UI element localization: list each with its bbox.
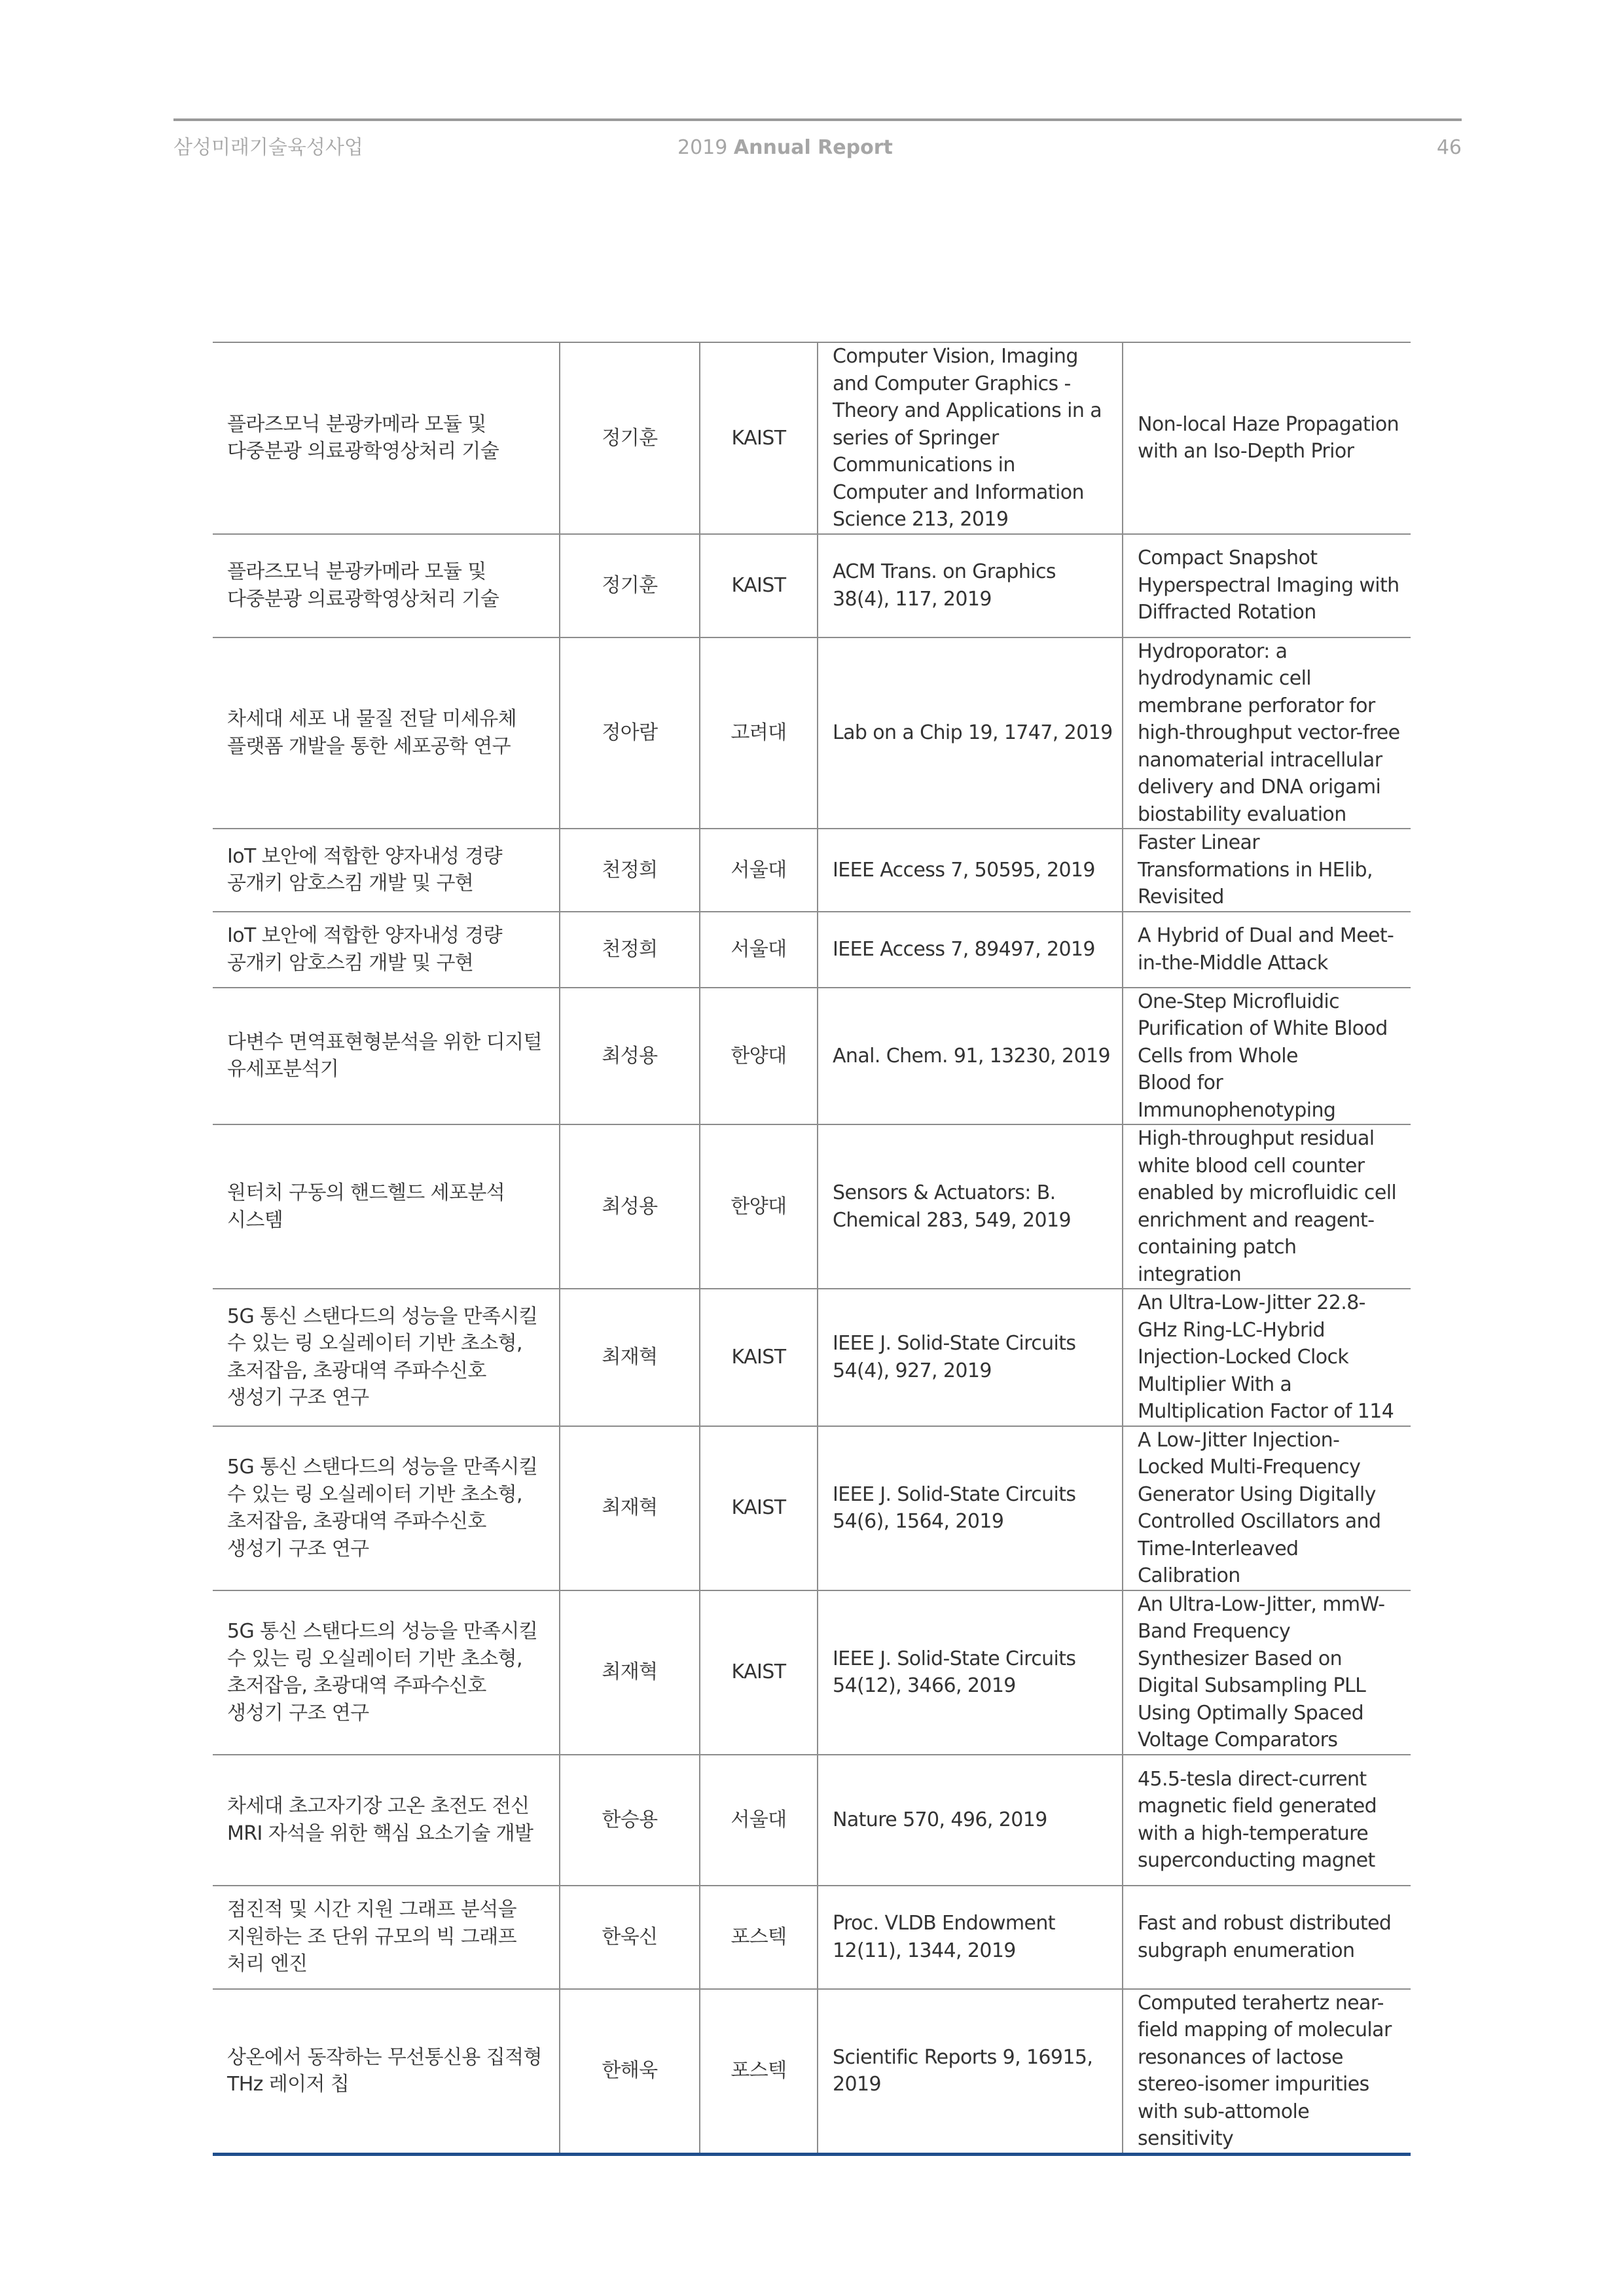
project-cell: 상온에서 동작하는 무선통신용 집적형 THz 레이저 칩: [213, 1989, 560, 2155]
title-cell: Computed terahertz near-field mapping of molecular resonances of lactose stereo-isomer impurities with sub-attomole sensitivity: [1123, 1989, 1411, 2155]
researcher-cell: 최성용: [560, 1124, 700, 1289]
institution-cell: 서울대: [700, 1755, 818, 1886]
report-title: [677, 135, 893, 161]
institution-cell: KAIST: [700, 1590, 818, 1755]
project-cell: 점진적 및 시간 지원 그래프 분석을 지원하는 조 단위 규모의 빅 그래프 처리 엔진: [213, 1886, 560, 1989]
journal-cell: ACM Trans. on Graphics 38(4), 117, 2019: [818, 534, 1123, 637]
journal-cell: IEEE Access 7, 89497, 2019: [818, 912, 1123, 988]
journal-cell: Lab on a Chip 19, 1747, 2019: [818, 637, 1123, 829]
table-row: [213, 1590, 1411, 1755]
report-name: Annual Report: [733, 136, 893, 159]
journal-cell: Sensors & Actuators: B. Chemical 283, 549, 2019: [818, 1124, 1123, 1289]
researcher-cell: 정기훈: [560, 534, 700, 637]
researcher-cell: 천정희: [560, 829, 700, 912]
table-row: [213, 1755, 1411, 1886]
title-cell: An Ultra-Low-Jitter 22.8-GHz Ring-LC-Hybrid Injection-Locked Clock Multiplier With a Multiplication Factor of 114: [1123, 1289, 1411, 1426]
project-cell: IoT 보안에 적합한 양자내성 경량 공개키 암호스킴 개발 및 구현: [213, 912, 560, 988]
title-cell: Fast and robust distributed subgraph enumeration: [1123, 1886, 1411, 1989]
institution-cell: 포스텍: [700, 1989, 818, 2155]
table-row: [213, 534, 1411, 637]
researcher-cell: 최재혁: [560, 1426, 700, 1590]
journal-cell: IEEE Access 7, 50595, 2019: [818, 829, 1123, 912]
project-cell: 5G 통신 스탠다드의 성능을 만족시킬 수 있는 링 오실레이터 기반 초소형, 초저잡음, 초광대역 주파수신호 생성기 구조 연구: [213, 1289, 560, 1426]
journal-cell: Proc. VLDB Endowment 12(11), 1344, 2019: [818, 1886, 1123, 1989]
table-row: [213, 342, 1411, 534]
table-row: [213, 912, 1411, 988]
journal-cell: Computer Vision, Imaging and Computer Graphics - Theory and Applications in a series of Springer Communications in Computer and Information Science 213, 2019: [818, 342, 1123, 534]
institution-cell: 고려대: [700, 637, 818, 829]
project-cell: 플라즈모닉 분광카메라 모듈 및 다중분광 의료광학영상처리 기술: [213, 534, 560, 637]
table-row: [213, 1886, 1411, 1989]
table-row: [213, 1124, 1411, 1289]
project-cell: 다변수 면역표현형분석을 위한 디지털 유세포분석기: [213, 988, 560, 1125]
title-cell: Hydroporator: a hydrodynamic cell membrane perforator for high-throughput vector-free nanomaterial intracellular delivery and DNA origami biostability evaluation: [1123, 637, 1411, 829]
table-row: [213, 988, 1411, 1125]
institution-cell: 포스텍: [700, 1886, 818, 1989]
project-cell: 5G 통신 스탠다드의 성능을 만족시킬 수 있는 링 오실레이터 기반 초소형, 초저잡음, 초광대역 주파수신호 생성기 구조 연구: [213, 1426, 560, 1590]
title-cell: High-throughput residual white blood cell counter enabled by microfluidic cell enrichment and reagent-containing patch integration: [1123, 1124, 1411, 1289]
table-row: [213, 1989, 1411, 2155]
title-cell: One-Step Microfluidic Purification of White Blood Cells from Whole Blood for Immunophenotyping: [1123, 988, 1411, 1125]
title-cell: An Ultra-Low-Jitter, mmW-Band Frequency Synthesizer Based on Digital Subsampling PLL Using Optimally Spaced Voltage Comparators: [1123, 1590, 1411, 1755]
project-cell: 원터치 구동의 핸드헬드 세포분석 시스템: [213, 1124, 560, 1289]
institution-cell: KAIST: [700, 1426, 818, 1590]
journal-cell: Anal. Chem. 91, 13230, 2019: [818, 988, 1123, 1125]
researcher-cell: 정아람: [560, 637, 700, 829]
publication-table-body: [213, 342, 1411, 2154]
institution-cell: 한양대: [700, 988, 818, 1125]
project-cell: 차세대 초고자기장 고온 초전도 전신 MRI 자석을 위한 핵심 요소기술 개발: [213, 1755, 560, 1886]
institution-cell: 한양대: [700, 1124, 818, 1289]
project-cell: 5G 통신 스탠다드의 성능을 만족시킬 수 있는 링 오실레이터 기반 초소형, 초저잡음, 초광대역 주파수신호 생성기 구조 연구: [213, 1590, 560, 1755]
title-cell: Faster Linear Transformations in HElib, Revisited: [1123, 829, 1411, 912]
researcher-cell: 최재혁: [560, 1590, 700, 1755]
project-cell: 플라즈모닉 분광카메라 모듈 및 다중분광 의료광학영상처리 기술: [213, 342, 560, 534]
researcher-cell: 한승용: [560, 1755, 700, 1886]
page-number: 46: [1436, 136, 1462, 159]
researcher-cell: 정기훈: [560, 342, 700, 534]
researcher-cell: 한욱신: [560, 1886, 700, 1989]
publication-table: [213, 342, 1411, 2156]
institution-cell: KAIST: [700, 342, 818, 534]
institution-cell: KAIST: [700, 1289, 818, 1426]
table-row: [213, 637, 1411, 829]
title-cell: Non-local Haze Propagation with an Iso-Depth Prior: [1123, 342, 1411, 534]
institution-cell: KAIST: [700, 534, 818, 637]
title-cell: 45.5-tesla direct-current magnetic field generated with a high-temperature superconducting magnet: [1123, 1755, 1411, 1886]
journal-cell: Scientific Reports 9, 16915, 2019: [818, 1989, 1123, 2155]
title-cell: A Low-Jitter Injection-Locked Multi-Frequency Generator Using Digitally Controlled Oscillators and Time-Interleaved Calibration: [1123, 1426, 1411, 1590]
journal-cell: IEEE J. Solid-State Circuits 54(4), 927, 2019: [818, 1289, 1123, 1426]
table-row: [213, 1289, 1411, 1426]
institution-cell: 서울대: [700, 912, 818, 988]
header-rule: [173, 118, 1462, 121]
institution-cell: 서울대: [700, 829, 818, 912]
project-cell: IoT 보안에 적합한 양자내성 경량 공개키 암호스킴 개발 및 구현: [213, 829, 560, 912]
journal-cell: Nature 570, 496, 2019: [818, 1755, 1123, 1886]
table-row: [213, 829, 1411, 912]
journal-cell: IEEE J. Solid-State Circuits 54(12), 3466, 2019: [818, 1590, 1123, 1755]
program-title: 삼성미래기술육성사업: [173, 136, 363, 159]
researcher-cell: 천정희: [560, 912, 700, 988]
researcher-cell: 최재혁: [560, 1289, 700, 1426]
journal-cell: IEEE J. Solid-State Circuits 54(6), 1564, 2019: [818, 1426, 1123, 1590]
researcher-cell: 최성용: [560, 988, 700, 1125]
table-row: [213, 1426, 1411, 1590]
title-cell: A Hybrid of Dual and Meet-in-the-Middle Attack: [1123, 912, 1411, 988]
researcher-cell: 한해욱: [560, 1989, 700, 2155]
title-cell: Compact Snapshot Hyperspectral Imaging with Diffracted Rotation: [1123, 534, 1411, 637]
report-year: 2019: [677, 136, 728, 159]
project-cell: 차세대 세포 내 물질 전달 미세유체 플랫폼 개발을 통한 세포공학 연구: [213, 637, 560, 829]
